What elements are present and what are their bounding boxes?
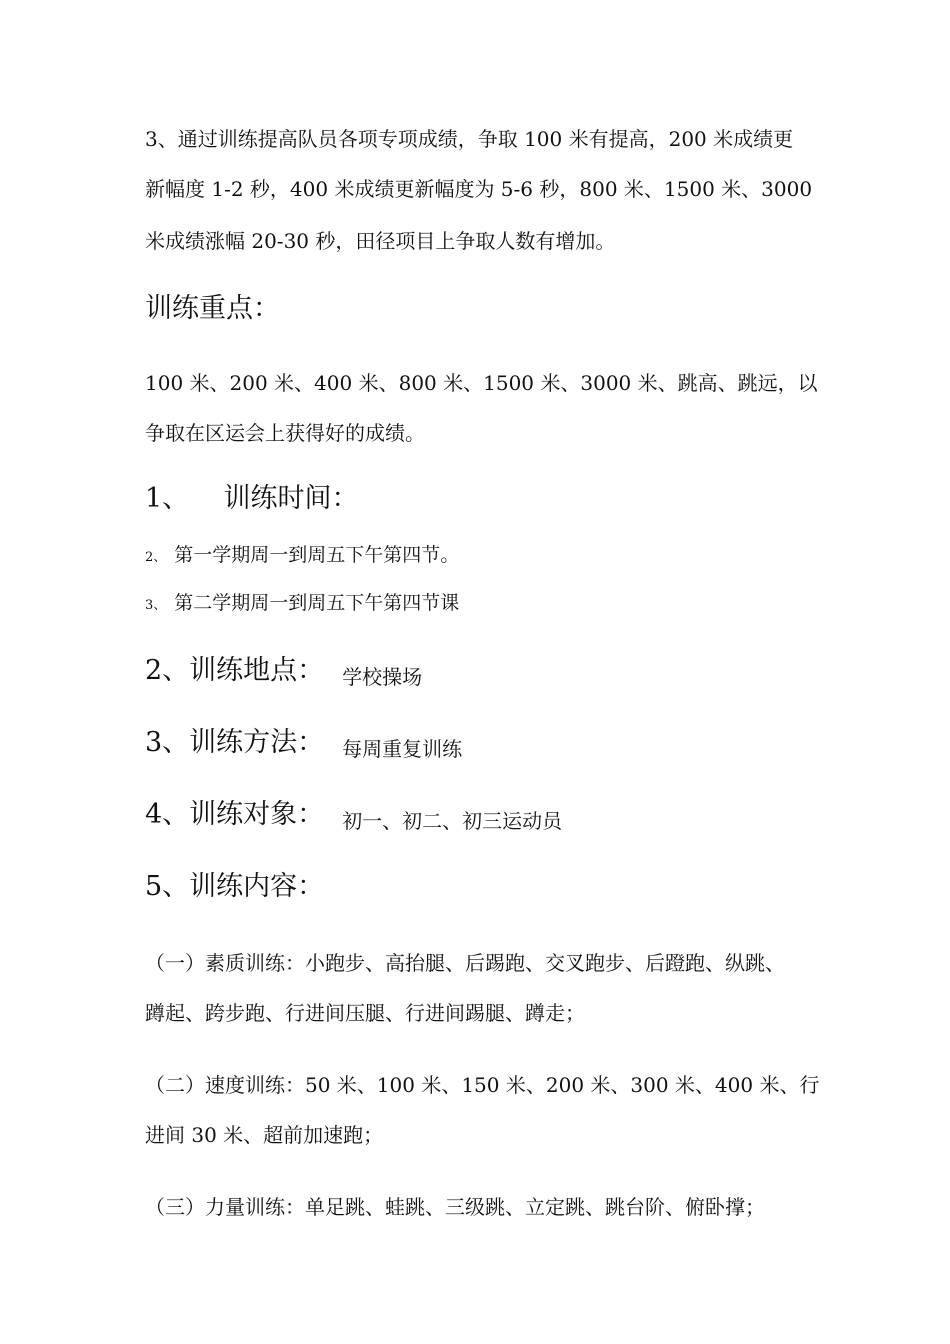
- strength-training-line: （三）力量训练：单足跳、蛙跳、三级跳、立定跳、跳台阶、俯卧撑；: [145, 1195, 765, 1219]
- focus-paragraph-line: 争取在区运会上获得好的成绩。: [145, 421, 425, 445]
- target-value: 初一、初二、初三运动员: [342, 809, 563, 833]
- list-item-text: 第一学期周一到周五下午第四节。: [174, 544, 460, 566]
- method-row: [145, 726, 462, 761]
- list-item-number: 2、: [145, 550, 167, 565]
- goal-paragraph-line: 3、通过训练提高队员各项专项成绩，争取 100 米有提高，200 米成绩更: [145, 127, 794, 151]
- time-list-item: [145, 590, 459, 619]
- goal-paragraph-line: 新幅度 1-2 秒，400 米成绩更新幅度为 5-6 秒，800 米、1500 米、3000: [145, 177, 813, 201]
- target-row: [145, 798, 562, 833]
- time-heading: 1、 训练时间：: [145, 483, 359, 514]
- focus-heading: 训练重点：: [145, 293, 280, 324]
- quality-training-line: （一）素质训练：小跑步、高抬腿、后踢跑、交叉跑步、后蹬跑、纵跳、: [145, 951, 785, 975]
- time-list-item: [145, 542, 459, 571]
- target-label: 4、训练对象：: [145, 799, 325, 830]
- method-value: 每周重复训练: [342, 737, 463, 761]
- quality-training-line: 蹲起、跨步跑、行进间压腿、行进间踢腿、蹲走；: [145, 1001, 585, 1025]
- method-label: 3、训练方法：: [145, 727, 325, 758]
- location-row: [145, 654, 422, 689]
- content-heading: 5、训练内容：: [145, 871, 325, 902]
- speed-training-line: （二）速度训练：50 米、100 米、150 米、200 米、300 米、400 米、行: [145, 1073, 820, 1097]
- speed-training-line: 进间 30 米、超前加速跑；: [145, 1123, 384, 1147]
- location-label: 2、训练地点：: [145, 655, 325, 686]
- focus-paragraph-line: 100 米、200 米、400 米、800 米、1500 米、3000 米、跳高、跳远，以: [145, 371, 818, 395]
- goal-paragraph-line: 米成绩涨幅 20-30 秒，田径项目上争取人数有增加。: [145, 229, 616, 253]
- list-item-number: 3、: [145, 598, 167, 613]
- list-item-text: 第二学期周一到周五下午第四节课: [174, 592, 460, 614]
- location-value: 学校操场: [342, 665, 423, 689]
